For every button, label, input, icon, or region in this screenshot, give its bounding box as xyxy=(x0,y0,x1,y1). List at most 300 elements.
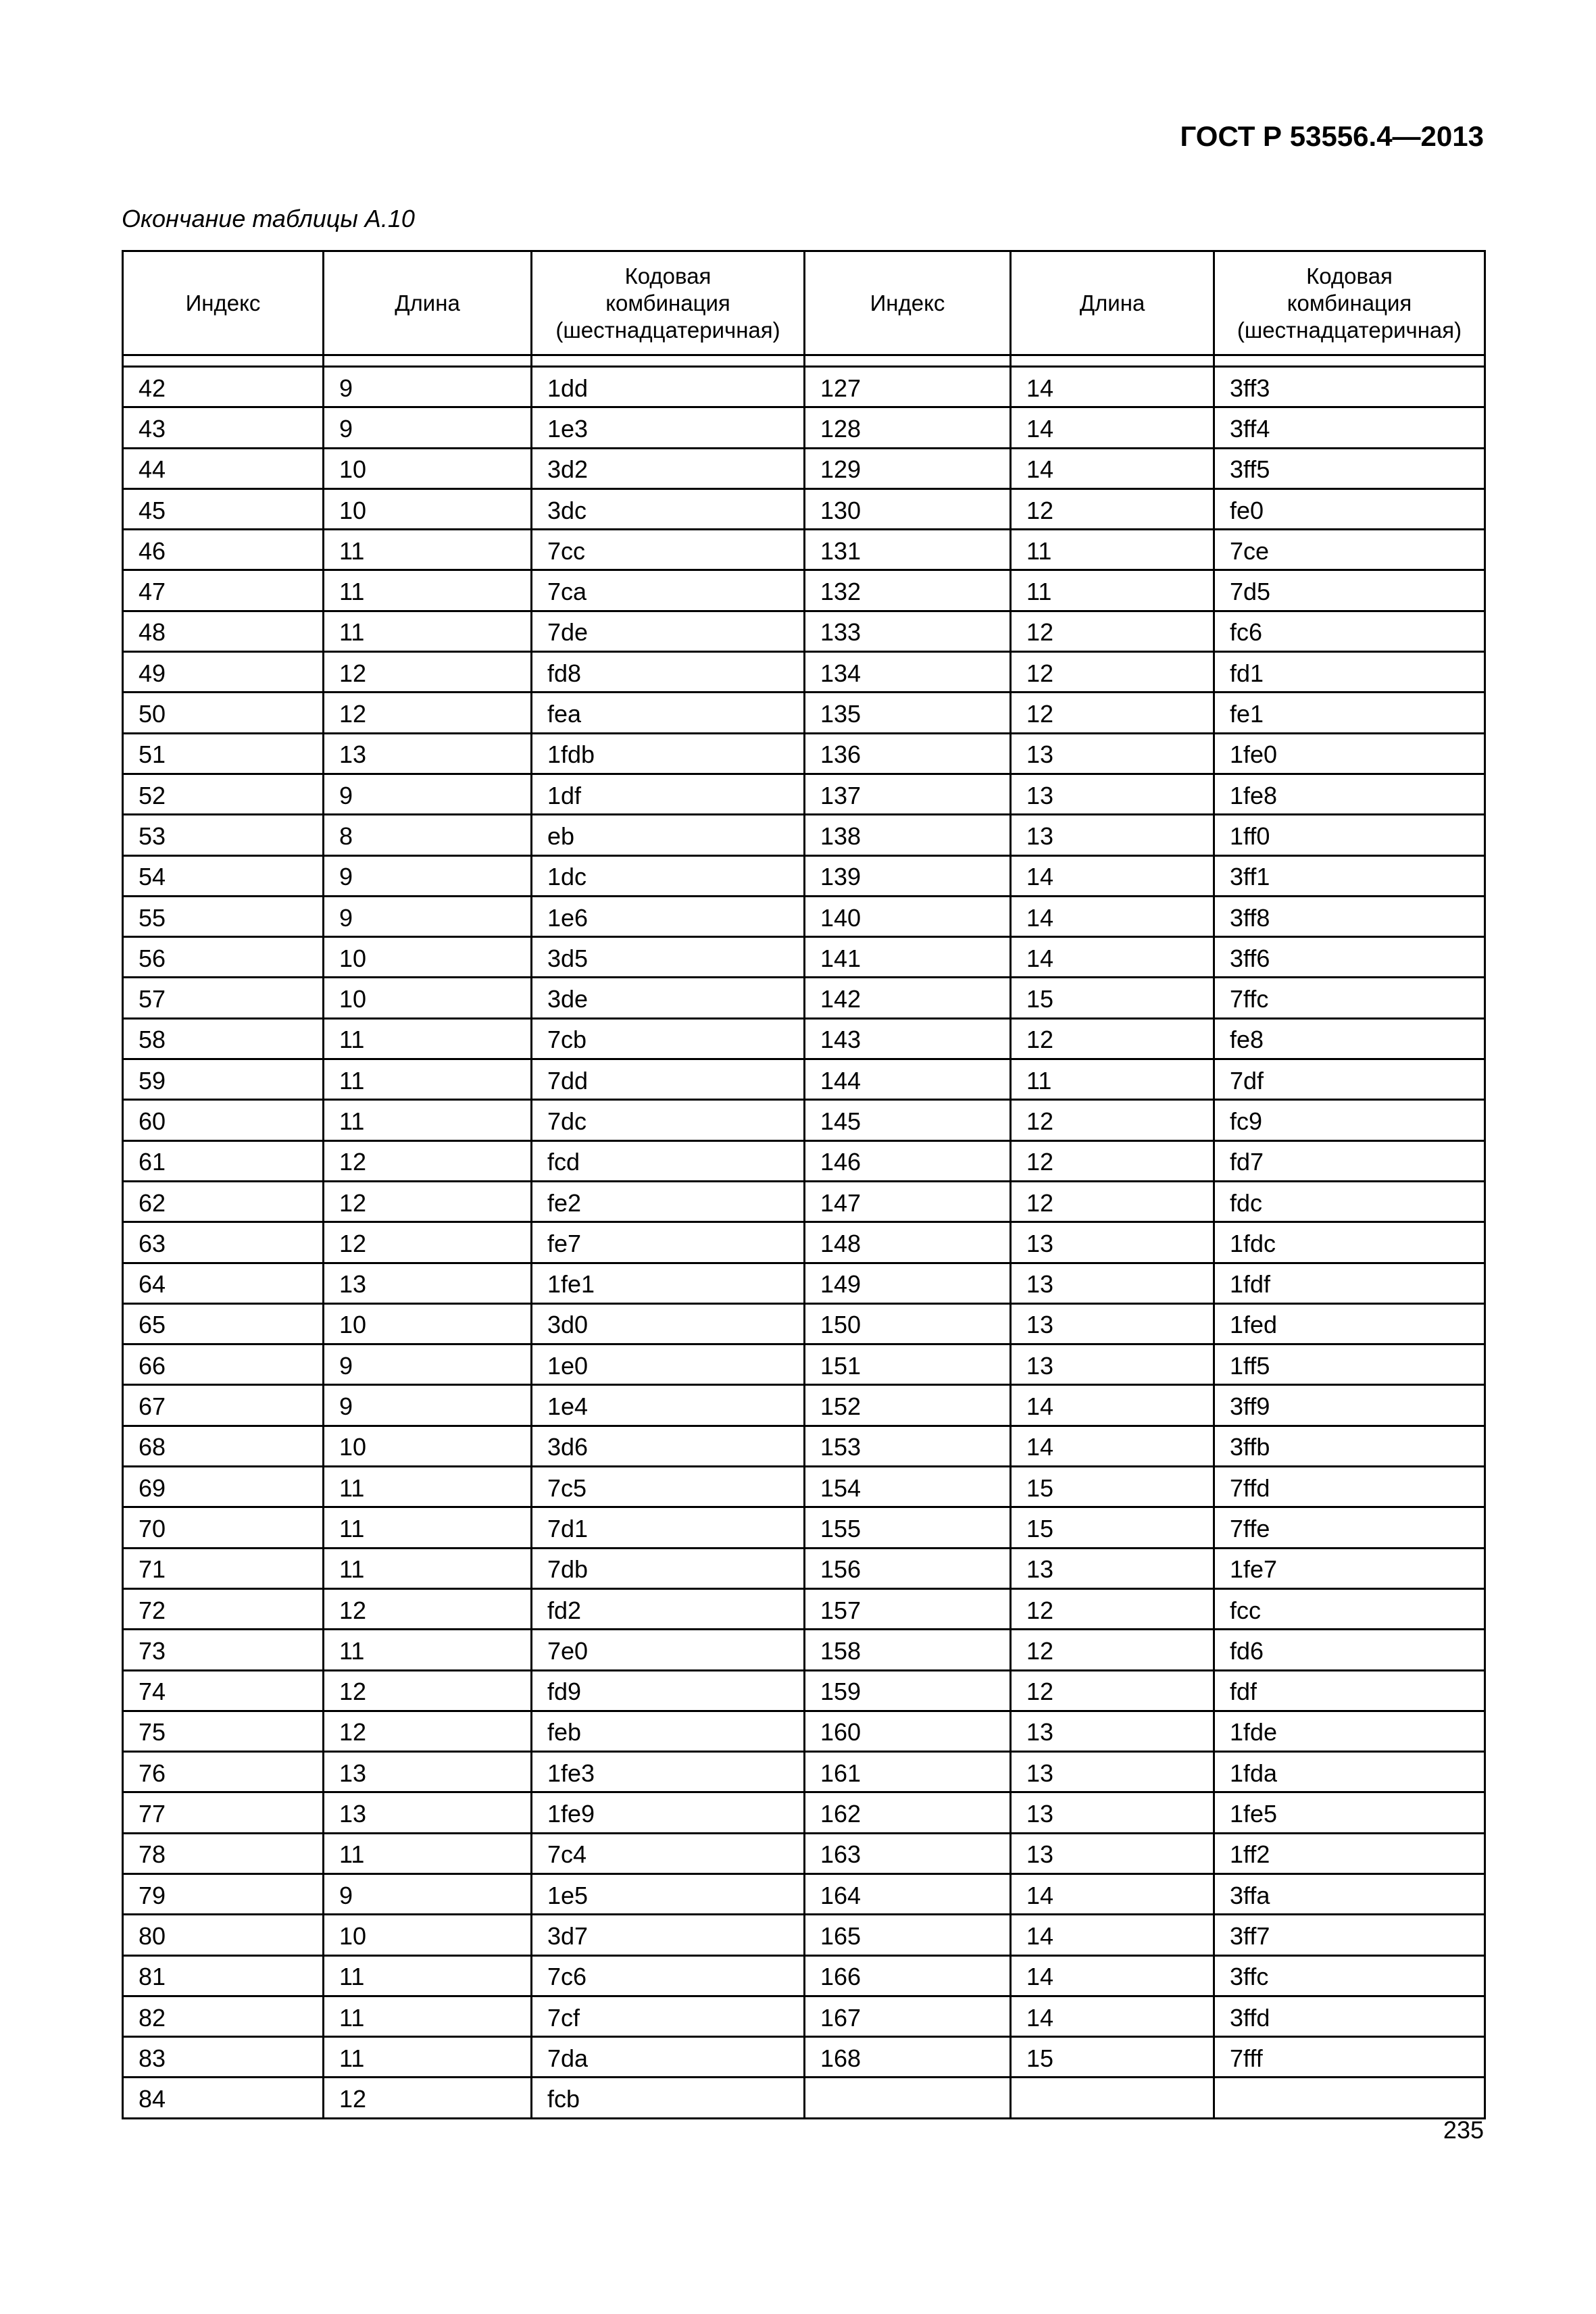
cell-length-right: 15 xyxy=(1011,1467,1214,1507)
table-row xyxy=(123,611,1485,651)
cell-length-right: 12 xyxy=(1011,1588,1214,1629)
cell-code-left: feb xyxy=(532,1711,805,1751)
cell-code-left: 7ca xyxy=(532,570,805,611)
cell-length-right: 13 xyxy=(1011,1833,1214,1873)
cell-index-right: 127 xyxy=(805,367,1011,407)
cell-index-left: 80 xyxy=(123,1915,324,1955)
table-row xyxy=(123,1222,1485,1263)
cell-code-right: 1fde xyxy=(1214,1711,1485,1751)
cell-length-left: 11 xyxy=(324,1548,532,1588)
table-row xyxy=(123,652,1485,693)
cell-length-right: 13 xyxy=(1011,1792,1214,1833)
table-row xyxy=(123,1181,1485,1222)
table-row xyxy=(123,1385,1485,1426)
cell-code-right: 1fed xyxy=(1214,1303,1485,1344)
cell-code-left: fcb xyxy=(532,2078,805,2118)
table-row xyxy=(123,407,1485,448)
cell-code-right: 7d5 xyxy=(1214,570,1485,611)
cell-index-right: 163 xyxy=(805,1833,1011,1873)
cell-index-left: 49 xyxy=(123,652,324,693)
cell-code-left: 7da xyxy=(532,2037,805,2078)
header-length-right: Длина xyxy=(1011,251,1214,355)
cell-code-left: fd8 xyxy=(532,652,805,693)
cell-length-left: 10 xyxy=(324,937,532,978)
cell-code-right: 1fe0 xyxy=(1214,733,1485,774)
cell-code-right: fe0 xyxy=(1214,488,1485,529)
cell-code-left: 7d1 xyxy=(532,1507,805,1548)
cell-code-right: 1fe5 xyxy=(1214,1792,1485,1833)
cell-length-right: 13 xyxy=(1011,774,1214,814)
cell-length-left: 10 xyxy=(324,1426,532,1466)
cell-code-left: 1fe3 xyxy=(532,1752,805,1792)
cell-code-left: 3d7 xyxy=(532,1915,805,1955)
cell-index-right: 154 xyxy=(805,1467,1011,1507)
cell-length-right: 13 xyxy=(1011,1303,1214,1344)
cell-code-left: 7c6 xyxy=(532,1955,805,1996)
cell-index-right: 141 xyxy=(805,937,1011,978)
cell-index-left: 60 xyxy=(123,1100,324,1140)
table-caption: Окончание таблицы А.10 xyxy=(122,205,415,232)
cell-code-right: fc6 xyxy=(1214,611,1485,651)
cell-code-right: 7ffd xyxy=(1214,1467,1485,1507)
cell-code-left: 3d2 xyxy=(532,448,805,488)
cell-index-left: 63 xyxy=(123,1222,324,1263)
table-row xyxy=(123,855,1485,896)
cell-index-right: 162 xyxy=(805,1792,1011,1833)
cell-length-left: 13 xyxy=(324,1752,532,1792)
cell-index-right: 146 xyxy=(805,1140,1011,1181)
header-length-left: Длина xyxy=(324,251,532,355)
cell-index-right: 145 xyxy=(805,1100,1011,1140)
cell-length-right: 14 xyxy=(1011,1873,1214,1914)
cell-length-right: 14 xyxy=(1011,896,1214,936)
cell-index-left: 47 xyxy=(123,570,324,611)
table-row xyxy=(123,2078,1485,2118)
table-row xyxy=(123,2037,1485,2078)
cell-index-left: 77 xyxy=(123,1792,324,1833)
cell-length-left: 11 xyxy=(324,1467,532,1507)
cell-index-right: 144 xyxy=(805,1059,1011,1100)
table-row xyxy=(123,815,1485,855)
table-row xyxy=(123,1955,1485,1996)
cell-index-left: 66 xyxy=(123,1344,324,1385)
cell-index-right: 134 xyxy=(805,652,1011,693)
cell-code-left: fd2 xyxy=(532,1588,805,1629)
cell-index-right: 151 xyxy=(805,1344,1011,1385)
cell-code-left: 7c5 xyxy=(532,1467,805,1507)
cell-length-right: 11 xyxy=(1011,1059,1214,1100)
table-row xyxy=(123,1792,1485,1833)
cell-length-left: 13 xyxy=(324,1263,532,1303)
cell-code-left: 7e0 xyxy=(532,1630,805,1670)
cell-length-left: 11 xyxy=(324,1018,532,1059)
table-row xyxy=(123,1100,1485,1140)
cell-index-left: 54 xyxy=(123,855,324,896)
cell-index-right: 161 xyxy=(805,1752,1011,1792)
cell-length-right: 15 xyxy=(1011,978,1214,1018)
cell-code-right: 3ffd xyxy=(1214,1996,1485,2036)
cell-code-right: 1ff5 xyxy=(1214,1344,1485,1385)
cell-index-right: 149 xyxy=(805,1263,1011,1303)
table-row xyxy=(123,367,1485,407)
cell-index-right: 153 xyxy=(805,1426,1011,1466)
cell-length-left: 11 xyxy=(324,1630,532,1670)
cell-code-right: fd7 xyxy=(1214,1140,1485,1181)
table-row xyxy=(123,488,1485,529)
cell-length-right: 12 xyxy=(1011,1018,1214,1059)
cell-code-left: 1dd xyxy=(532,367,805,407)
table-row xyxy=(123,448,1485,488)
cell-index-left: 82 xyxy=(123,1996,324,2036)
cell-code-left: 1fe9 xyxy=(532,1792,805,1833)
cell-index-left: 46 xyxy=(123,530,324,570)
cell-code-left: 1e0 xyxy=(532,1344,805,1385)
cell-length-left: 11 xyxy=(324,1507,532,1548)
cell-code-right: fc9 xyxy=(1214,1100,1485,1140)
cell-length-right: 13 xyxy=(1011,1711,1214,1751)
cell-index-left: 72 xyxy=(123,1588,324,1629)
cell-index-right: 142 xyxy=(805,978,1011,1018)
page-number: 235 xyxy=(1443,2116,1484,2144)
cell-index-right: 165 xyxy=(805,1915,1011,1955)
cell-index-right: 143 xyxy=(805,1018,1011,1059)
cell-length-left: 11 xyxy=(324,1059,532,1100)
cell-length-right: 12 xyxy=(1011,1630,1214,1670)
cell-code-left: 3dc xyxy=(532,488,805,529)
cell-length-right: 12 xyxy=(1011,1100,1214,1140)
table-row xyxy=(123,530,1485,570)
separator-cell xyxy=(324,355,532,367)
cell-index-left: 67 xyxy=(123,1385,324,1426)
cell-code-right: 1fe8 xyxy=(1214,774,1485,814)
cell-code-right: fdf xyxy=(1214,1670,1485,1711)
cell-code-right: fd1 xyxy=(1214,652,1485,693)
cell-length-right: 13 xyxy=(1011,1222,1214,1263)
header-index-right: Индекс xyxy=(805,251,1011,355)
cell-length-left: 11 xyxy=(324,530,532,570)
cell-index-left: 81 xyxy=(123,1955,324,1996)
cell-code-left: fea xyxy=(532,693,805,733)
code-table xyxy=(122,250,1486,2119)
cell-length-right: 13 xyxy=(1011,1548,1214,1588)
cell-index-left: 70 xyxy=(123,1507,324,1548)
cell-length-left: 9 xyxy=(324,1344,532,1385)
cell-code-right: 1fdf xyxy=(1214,1263,1485,1303)
cell-length-left: 10 xyxy=(324,1303,532,1344)
cell-length-left: 12 xyxy=(324,1588,532,1629)
cell-code-left: fe2 xyxy=(532,1181,805,1222)
cell-length-right xyxy=(1011,2078,1214,2118)
cell-index-right: 156 xyxy=(805,1548,1011,1588)
cell-code-left: 1e5 xyxy=(532,1873,805,1914)
cell-index-right: 137 xyxy=(805,774,1011,814)
cell-length-right: 13 xyxy=(1011,815,1214,855)
table-header-row xyxy=(123,251,1485,355)
cell-length-right: 14 xyxy=(1011,1996,1214,2036)
table-row xyxy=(123,1507,1485,1548)
cell-code-left: 3d6 xyxy=(532,1426,805,1466)
cell-code-right: fcc xyxy=(1214,1588,1485,1629)
cell-index-right: 150 xyxy=(805,1303,1011,1344)
table-row xyxy=(123,896,1485,936)
cell-length-left: 11 xyxy=(324,1833,532,1873)
cell-code-right: 1ff0 xyxy=(1214,815,1485,855)
cell-code-right: 3ffa xyxy=(1214,1873,1485,1914)
cell-index-left: 52 xyxy=(123,774,324,814)
cell-index-left: 42 xyxy=(123,367,324,407)
cell-length-right: 12 xyxy=(1011,1140,1214,1181)
cell-index-left: 71 xyxy=(123,1548,324,1588)
cell-code-right: fd6 xyxy=(1214,1630,1485,1670)
cell-code-right: fe8 xyxy=(1214,1018,1485,1059)
cell-length-right: 13 xyxy=(1011,1344,1214,1385)
cell-index-left: 62 xyxy=(123,1181,324,1222)
cell-length-left: 9 xyxy=(324,407,532,448)
cell-code-left: fcd xyxy=(532,1140,805,1181)
cell-length-right: 14 xyxy=(1011,937,1214,978)
cell-length-right: 12 xyxy=(1011,652,1214,693)
cell-code-left: fe7 xyxy=(532,1222,805,1263)
table-row xyxy=(123,1467,1485,1507)
header-index-left: Индекс xyxy=(123,251,324,355)
cell-code-left: 1df xyxy=(532,774,805,814)
cell-index-right: 128 xyxy=(805,407,1011,448)
cell-code-right: fdc xyxy=(1214,1181,1485,1222)
cell-code-left: 1e3 xyxy=(532,407,805,448)
cell-code-left: fd9 xyxy=(532,1670,805,1711)
cell-index-right: 155 xyxy=(805,1507,1011,1548)
cell-index-left: 56 xyxy=(123,937,324,978)
cell-length-left: 8 xyxy=(324,815,532,855)
cell-index-left: 75 xyxy=(123,1711,324,1751)
cell-code-right: 3ffc xyxy=(1214,1955,1485,1996)
cell-length-left: 9 xyxy=(324,1873,532,1914)
cell-index-left: 74 xyxy=(123,1670,324,1711)
cell-code-left: 1fe1 xyxy=(532,1263,805,1303)
table-row xyxy=(123,1426,1485,1466)
cell-length-right: 14 xyxy=(1011,1915,1214,1955)
cell-index-left: 44 xyxy=(123,448,324,488)
table-row xyxy=(123,1263,1485,1303)
header-code-left: Кодовая комбинация (шестнадцатеричная) xyxy=(532,251,805,355)
table-row xyxy=(123,1018,1485,1059)
cell-index-right: 152 xyxy=(805,1385,1011,1426)
cell-index-left: 61 xyxy=(123,1140,324,1181)
cell-index-left: 53 xyxy=(123,815,324,855)
cell-index-right: 130 xyxy=(805,488,1011,529)
table-row xyxy=(123,1630,1485,1670)
cell-length-left: 11 xyxy=(324,570,532,611)
cell-index-right: 138 xyxy=(805,815,1011,855)
table-row xyxy=(123,1873,1485,1914)
cell-code-left: 7cc xyxy=(532,530,805,570)
cell-index-right xyxy=(805,2078,1011,2118)
cell-index-right: 159 xyxy=(805,1670,1011,1711)
table-row xyxy=(123,1548,1485,1588)
cell-length-left: 9 xyxy=(324,855,532,896)
cell-code-left: 3de xyxy=(532,978,805,1018)
cell-index-left: 45 xyxy=(123,488,324,529)
cell-index-left: 73 xyxy=(123,1630,324,1670)
table-row xyxy=(123,1670,1485,1711)
cell-index-right: 131 xyxy=(805,530,1011,570)
cell-code-right: 1fdc xyxy=(1214,1222,1485,1263)
cell-length-right: 12 xyxy=(1011,611,1214,651)
cell-code-right: 7ce xyxy=(1214,530,1485,570)
cell-length-right: 15 xyxy=(1011,2037,1214,2078)
code-table-container xyxy=(122,250,1484,2119)
cell-index-right: 166 xyxy=(805,1955,1011,1996)
cell-code-right: 1fe7 xyxy=(1214,1548,1485,1588)
table-row xyxy=(123,1915,1485,1955)
cell-index-right: 129 xyxy=(805,448,1011,488)
table-row xyxy=(123,570,1485,611)
cell-index-left: 55 xyxy=(123,896,324,936)
cell-index-left: 43 xyxy=(123,407,324,448)
cell-length-right: 11 xyxy=(1011,530,1214,570)
cell-length-right: 15 xyxy=(1011,1507,1214,1548)
table-row xyxy=(123,1996,1485,2036)
cell-index-right: 167 xyxy=(805,1996,1011,2036)
table-row xyxy=(123,1344,1485,1385)
cell-length-right: 12 xyxy=(1011,1670,1214,1711)
table-row xyxy=(123,733,1485,774)
cell-length-right: 14 xyxy=(1011,448,1214,488)
cell-index-right: 139 xyxy=(805,855,1011,896)
cell-code-right: 7ffc xyxy=(1214,978,1485,1018)
table-row xyxy=(123,1711,1485,1751)
cell-index-left: 84 xyxy=(123,2078,324,2118)
table-row xyxy=(123,937,1485,978)
cell-length-left: 9 xyxy=(324,896,532,936)
cell-index-right: 147 xyxy=(805,1181,1011,1222)
table-row xyxy=(123,1588,1485,1629)
cell-index-right: 140 xyxy=(805,896,1011,936)
separator-cell xyxy=(805,355,1011,367)
cell-code-right: 3ff1 xyxy=(1214,855,1485,896)
cell-length-left: 10 xyxy=(324,488,532,529)
cell-length-right: 13 xyxy=(1011,1263,1214,1303)
cell-length-left: 10 xyxy=(324,1915,532,1955)
cell-index-right: 148 xyxy=(805,1222,1011,1263)
cell-index-left: 78 xyxy=(123,1833,324,1873)
separator-cell xyxy=(123,355,324,367)
cell-code-left: eb xyxy=(532,815,805,855)
document-standard-number: ГОСТ Р 53556.4—2013 xyxy=(1180,120,1484,152)
cell-code-left: 7de xyxy=(532,611,805,651)
cell-index-right: 135 xyxy=(805,693,1011,733)
cell-code-left: 1e6 xyxy=(532,896,805,936)
cell-code-right: 7fff xyxy=(1214,2037,1485,2078)
cell-index-left: 57 xyxy=(123,978,324,1018)
cell-code-left: 1dc xyxy=(532,855,805,896)
cell-length-right: 12 xyxy=(1011,488,1214,529)
cell-index-left: 50 xyxy=(123,693,324,733)
cell-length-left: 11 xyxy=(324,2037,532,2078)
cell-index-right: 164 xyxy=(805,1873,1011,1914)
cell-code-right: fe1 xyxy=(1214,693,1485,733)
cell-index-right: 160 xyxy=(805,1711,1011,1751)
cell-code-right: 3ff8 xyxy=(1214,896,1485,936)
cell-length-right: 14 xyxy=(1011,1385,1214,1426)
table-body xyxy=(123,367,1485,2119)
cell-code-right: 3ff7 xyxy=(1214,1915,1485,1955)
cell-code-left: 1fdb xyxy=(532,733,805,774)
cell-code-left: 7cf xyxy=(532,1996,805,2036)
cell-length-left: 12 xyxy=(324,693,532,733)
table-row xyxy=(123,774,1485,814)
cell-code-right: 1ff2 xyxy=(1214,1833,1485,1873)
table-row xyxy=(123,1833,1485,1873)
separator-cell xyxy=(1011,355,1214,367)
cell-code-right: 3ff9 xyxy=(1214,1385,1485,1426)
table-row xyxy=(123,1303,1485,1344)
table-row xyxy=(123,693,1485,733)
cell-code-left: 3d5 xyxy=(532,937,805,978)
cell-code-right: 3ff3 xyxy=(1214,367,1485,407)
cell-length-left: 10 xyxy=(324,448,532,488)
cell-code-right xyxy=(1214,2078,1485,2118)
cell-length-left: 12 xyxy=(324,1670,532,1711)
cell-index-right: 157 xyxy=(805,1588,1011,1629)
separator-cell xyxy=(532,355,805,367)
cell-code-right: 7df xyxy=(1214,1059,1485,1100)
cell-length-left: 9 xyxy=(324,367,532,407)
cell-length-left: 13 xyxy=(324,733,532,774)
cell-code-right: 1fda xyxy=(1214,1752,1485,1792)
cell-length-right: 11 xyxy=(1011,570,1214,611)
cell-index-left: 68 xyxy=(123,1426,324,1466)
cell-length-right: 12 xyxy=(1011,693,1214,733)
cell-index-right: 158 xyxy=(805,1630,1011,1670)
cell-index-left: 79 xyxy=(123,1873,324,1914)
cell-length-left: 9 xyxy=(324,774,532,814)
table-row xyxy=(123,1752,1485,1792)
cell-length-left: 11 xyxy=(324,1955,532,1996)
cell-length-left: 10 xyxy=(324,978,532,1018)
cell-length-right: 13 xyxy=(1011,1752,1214,1792)
cell-length-left: 13 xyxy=(324,1792,532,1833)
cell-index-left: 48 xyxy=(123,611,324,651)
cell-code-right: 3ff5 xyxy=(1214,448,1485,488)
cell-code-left: 3d0 xyxy=(532,1303,805,1344)
cell-index-left: 64 xyxy=(123,1263,324,1303)
cell-length-right: 12 xyxy=(1011,1181,1214,1222)
cell-length-left: 12 xyxy=(324,1140,532,1181)
table-row xyxy=(123,1140,1485,1181)
cell-length-left: 12 xyxy=(324,652,532,693)
cell-index-left: 65 xyxy=(123,1303,324,1344)
cell-length-left: 12 xyxy=(324,1181,532,1222)
header-separator xyxy=(123,355,1485,367)
cell-code-right: 7ffe xyxy=(1214,1507,1485,1548)
cell-code-left: 7dc xyxy=(532,1100,805,1140)
cell-length-right: 14 xyxy=(1011,1955,1214,1996)
cell-code-right: 3ff4 xyxy=(1214,407,1485,448)
cell-length-right: 13 xyxy=(1011,733,1214,774)
cell-code-left: 7dd xyxy=(532,1059,805,1100)
header-code-right: Кодовая комбинация (шестнадцатеричная) xyxy=(1214,251,1485,355)
cell-index-left: 69 xyxy=(123,1467,324,1507)
cell-code-left: 7db xyxy=(532,1548,805,1588)
cell-code-left: 1e4 xyxy=(532,1385,805,1426)
cell-index-left: 59 xyxy=(123,1059,324,1100)
cell-length-right: 14 xyxy=(1011,855,1214,896)
cell-length-right: 14 xyxy=(1011,1426,1214,1466)
cell-index-right: 132 xyxy=(805,570,1011,611)
cell-code-right: 3ffb xyxy=(1214,1426,1485,1466)
cell-index-left: 76 xyxy=(123,1752,324,1792)
